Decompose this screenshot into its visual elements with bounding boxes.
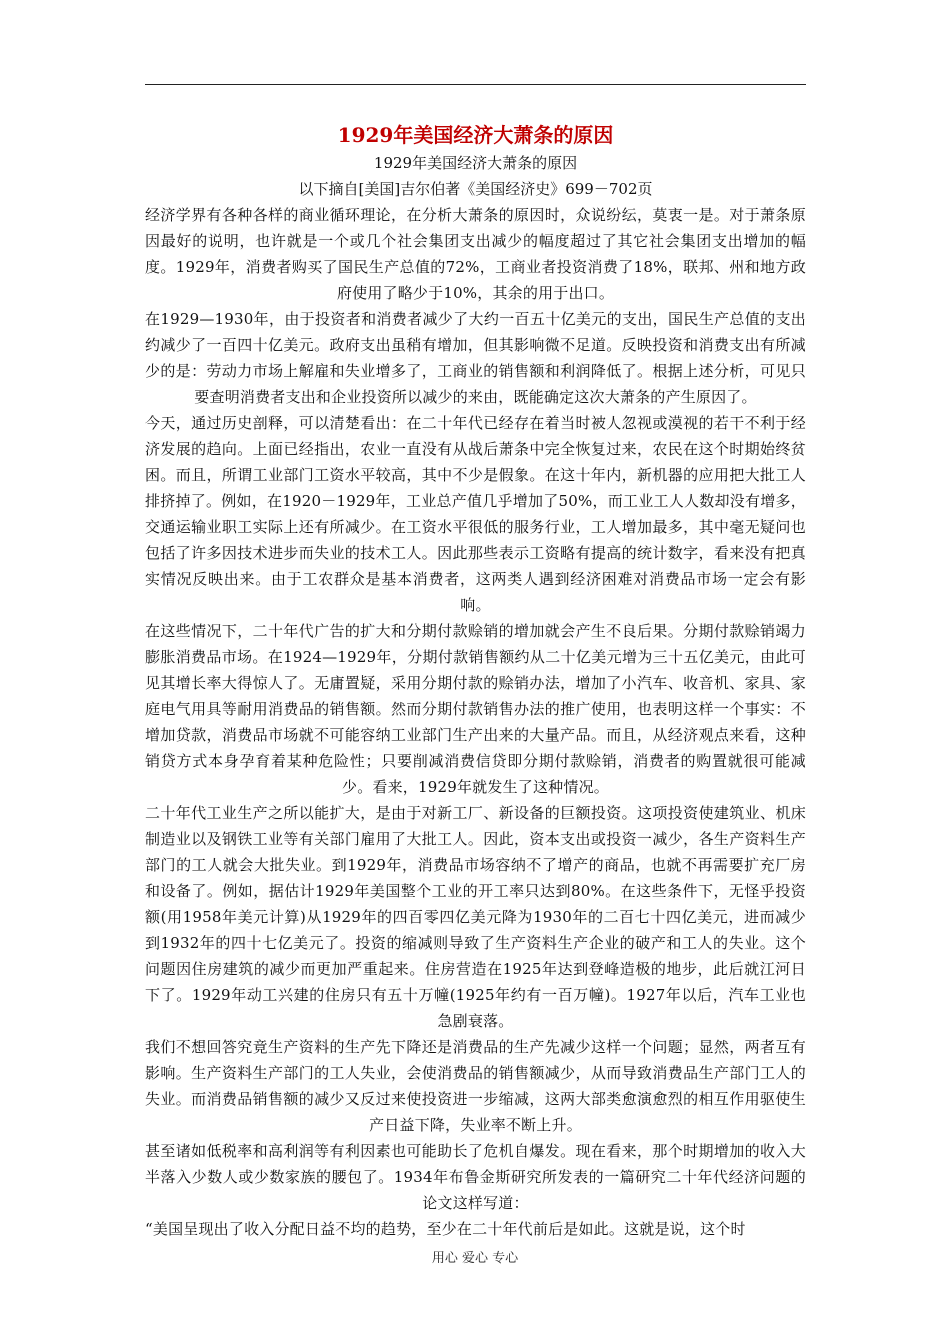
paragraph-6: 我们不想回答究竟生产资料的生产先下降还是消费品的生产先减少这样一个问题；显然，两者互有影响。生产资料生产部门的工人失业，会使消费品的销售额减少，从而导致消费品生产部门工人的失业。而消费品销售额的减少又反过来使投资进一步缩减，这两大部类愈演愈烈的相互作用驱使生产日益下降，失业率不断上升。: [145, 1038, 806, 1134]
source-citation: 以下摘自[美国]吉尔伯著《美国经济史》699－702页: [298, 180, 653, 198]
paragraph-8-quote: “美国呈现出了收入分配日益不均的趋势，至少在二十年代前后是如此。这就是说，这个时: [145, 1220, 746, 1238]
document-title: 1929年美国经济大萧条的原因: [337, 123, 614, 147]
paragraph-2: 在1929—1930年，由于投资者和消费者减少了大约一百五十亿美元的支出，国民生产总值的支出约减少了一百四十亿美元。政府支出虽稍有增加，但其影响微不足道。反映投资和消费支出有所减少的是：劳动力市场上解雇和失业增多了，工商业的销售额和利润降低了。根据上述分析，可见只要查明消费者支出和企业投资所以减少的来由，既能确定这次大萧条的产生原因了。: [145, 310, 806, 406]
paragraph-1: 经济学界有各种各样的商业循环理论，在分析大萧条的原因时，众说纷纭，莫衷一是。对于萧条原因最好的说明，也许就是一个或几个社会集团支出减少的幅度超过了其它社会集团支出增加的幅度。1929年，消费者购买了国民生产总值的72%，工商业者投资消费了18%，联邦、州和地方政府使用了略少于10%，其余的用于出口。: [145, 206, 806, 302]
paragraph-4: 在这些情况下，二十年代广告的扩大和分期付款赊销的增加就会产生不良后果。分期付款赊销竭力膨胀消费品市场。在1924—1929年，分期付款销售额约从二十亿美元增为三十五亿美元，由此可见其增长率大得惊人了。无庸置疑，采用分期付款的赊销办法，增加了小汽车、收音机、家具、家庭电气用具等耐用消费品的销售额。然而分期付款销售办法的推广使用，也表明这样一个事实：不增加贷款，消费品市场就不可能容纳工业部门生产出来的大量产品。而且，从经济观点来看，这种销贷方式本身孕育着某种危险性；只要削减消费信贷即分期付款赊销，消费者的购置就很可能减少。看来，1929年就发生了这种情况。: [145, 622, 806, 796]
header-rule: [145, 84, 806, 85]
paragraph-3: 今天，通过历史剖释，可以清楚看出：在二十年代已经存在着当时被人忽视或漠视的若干不利于经济发展的趋向。上面已经指出，农业一直没有从战后萧条中完全恢复过来，农民在这个时期始终贫困。而且，所谓工业部门工资水平较高，其中不少是假象。在这十年内，新机器的应用把大批工人排挤掉了。例如，在1920－1929年，工业总产值几乎增加了50%，而工业工人人数却没有增多，交通运输业职工实际上还有所减少。在工资水平很低的服务行业，工人增加最多，其中毫无疑问也包括了许多因技术进步而失业的技术工人。因此那些表示工资略有提高的统计数字，看来没有把真实情况反映出来。由于工农群众是基本消费者，这两类人遇到经济困难对消费品市场一定会有影响。: [145, 414, 806, 614]
paragraph-5: 二十年代工业生产之所以能扩大，是由于对新工厂、新设备的巨额投资。这项投资使建筑业、机床制造业以及钢铁工业等有关部门雇用了大批工人。因此，资本支出或投资一减少，各生产资料生产部门的工人就会大批失业。到1929年，消费品市场容纳不了增产的商品，也就不再需要扩充厂房和设备了。例如，据估计1929年美国整个工业的开工率只达到80%。在这些条件下，无怪乎投资额(用1958年美元计算)从1929年的四百零四亿美元降为1930年的二百七十四亿美元，进而减少到1932年的四十七亿美元了。投资的缩减则导致了生产资料生产企业的破产和工人的失业。这个问题因住房建筑的减少而更加严重起来。住房营造在1925年达到登峰造极的地步，此后就江河日下了。1929年动工兴建的住房只有五十万幢(1925年约有一百万幢)。1927年以后，汽车工业也急剧衰落。: [145, 804, 806, 1030]
page-footer: 用心 爱心 专心: [431, 1251, 519, 1266]
paragraph-7: 甚至诸如低税率和高利润等有利因素也可能助长了危机自爆发。现在看来，那个时期增加的收入大半落入少数人或少数家族的腰包了。1934年布鲁金斯研究所发表的一篇研究二十年代经济问题的论文这样写道：: [145, 1142, 806, 1212]
document-subtitle: 1929年美国经济大萧条的原因: [373, 154, 578, 172]
document-body: [145, 120, 806, 1242]
